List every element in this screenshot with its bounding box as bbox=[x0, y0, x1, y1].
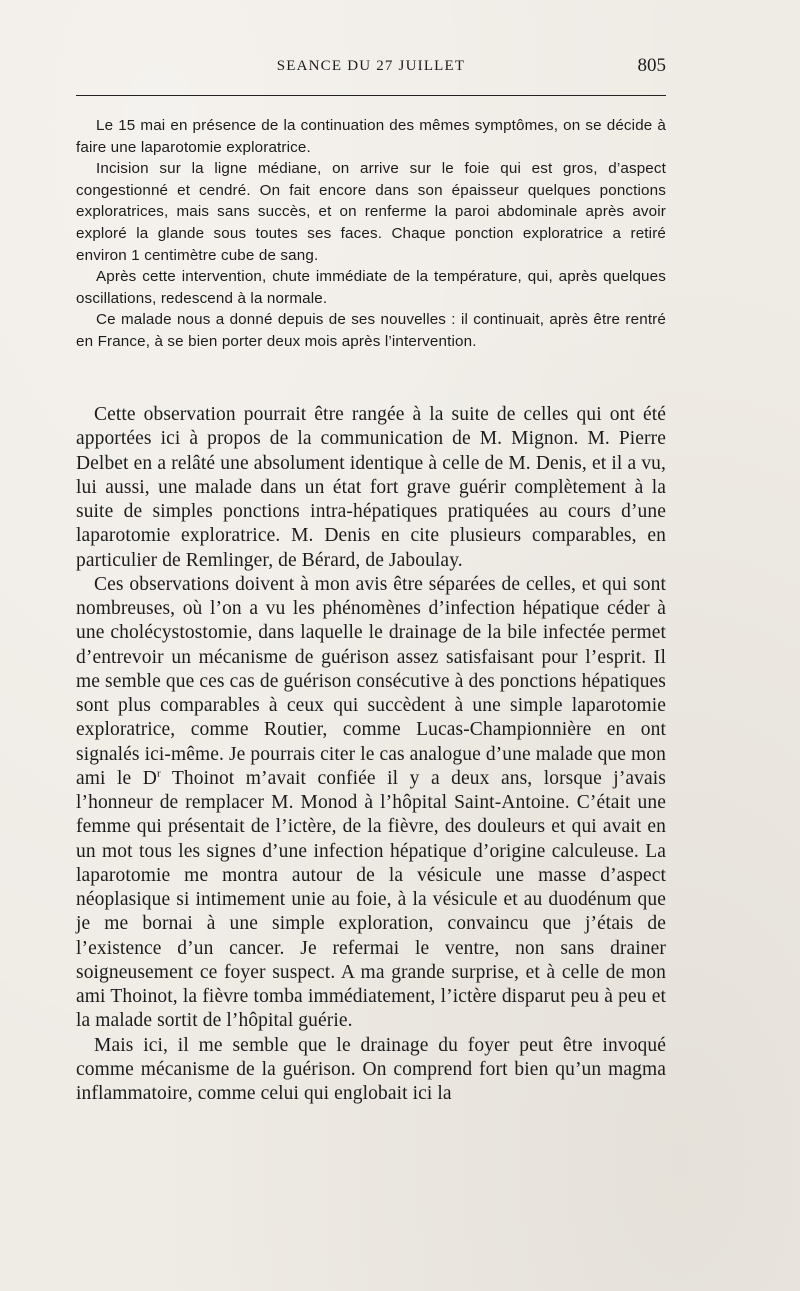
main-text-block bbox=[76, 403, 666, 1106]
running-title: SEANCE DU 27 JUILLET bbox=[276, 58, 466, 74]
body-paragraph bbox=[76, 573, 666, 1034]
note-paragraph: Incision sur la ligne médiane, on arrive sur le foie qui est gros, d’aspect congestionné et cendré. On fait encore dans son épaisseur quelques ponctions exploratrices, mais sans succès, et on renferme la paroi abdominale après avoir exploré la glande sous toutes ses faces. Chaque ponction exploratrice a retiré environ 1 centimètre cube de sang. bbox=[76, 160, 666, 264]
header-rule bbox=[76, 95, 666, 96]
case-note-block bbox=[76, 115, 666, 353]
body-paragraph: Cette observation pourrait être rangée à la suite de celles qui ont été apportées ici à propos de la communication de M. Mignon. M. Pierre Delbet en a relâté une absolument identique à celle de M. Denis, et il a vu, lui aussi, une malade dans un état fort grave guérir complètement à la suite de simples ponctions intra-hépatiques pratiquées au cours d’une laparotomie exploratrice. M. Denis en cite plusieurs comparables, en particulier de Remlinger, de Bérard, de Jaboulay. bbox=[76, 404, 666, 571]
page-number: 805 bbox=[637, 55, 666, 76]
note-paragraph: Le 15 mai en présence de la continuation des mêmes symptômes, on se décide à faire une laparotomie exploratrice. bbox=[76, 117, 666, 156]
note-paragraph: Après cette intervention, chute immédiate de la température, qui, après quelques oscillations, redescend à la normale. bbox=[76, 268, 666, 307]
body-text-span: Thoinot m’avait confiée il y a deux ans, lorsque j’avais l’honneur de remplacer M. Monod à l’hôpital Saint-Antoine. C’était une femme qui présentait de l’ictère, de la fièvre, des douleurs et qui avait en un mot tous les signes d’une infection hépatique d’origine calculeuse. La laparotomie me montra autour de la vésicule une masse d’aspect néoplasique si intimement unie au foie, à la vésicule et au duodénum que je me bornai à une simple exploration, convaincu que j’étais de l’existence d’un cancer. Je refermai le ventre, non sans drainer soigneusement ce foyer suspect. A ma grande surprise, et à celle de mon ami Thoinot, la fièvre tomba immédiatement, l’ictère disparut peu à peu et la malade sortit de l’hôpital guérie. bbox=[76, 767, 666, 1032]
note-paragraph: Ce malade nous a donné depuis de ses nouvelles : il continuait, après être rentré en France, à se bien porter deux mois après l’intervention. bbox=[76, 311, 666, 350]
body-text-span: Ces observations doivent à mon avis être séparées de celles, et qui sont nombreuses, où l’on a vu les phénomènes d’infection hépatique céder à une cholécystostomie, dans laquelle le drainage de la bile infectée permet d’entrevoir un mécanisme de guérison assez satisfaisant pour l’esprit. Il me semble que ces cas de guérison consécutive à des ponctions hépatiques sont plus comparables à ceux qui succèdent à une simple laparotomie exploratrice, comme Routier, comme Lucas-Championnière en ont signalés ici-même. Je pourrais citer le cas analogue d’une malade que mon ami le D bbox=[76, 573, 666, 789]
superscript: r bbox=[156, 767, 161, 780]
body-paragraph: Mais ici, il me semble que le drainage du foyer peut être invoqué comme mécanisme de la guérison. On comprend fort bien qu’un magma inflammatoire, comme celui qui englobait ici la bbox=[76, 1034, 666, 1104]
running-header bbox=[76, 52, 666, 82]
